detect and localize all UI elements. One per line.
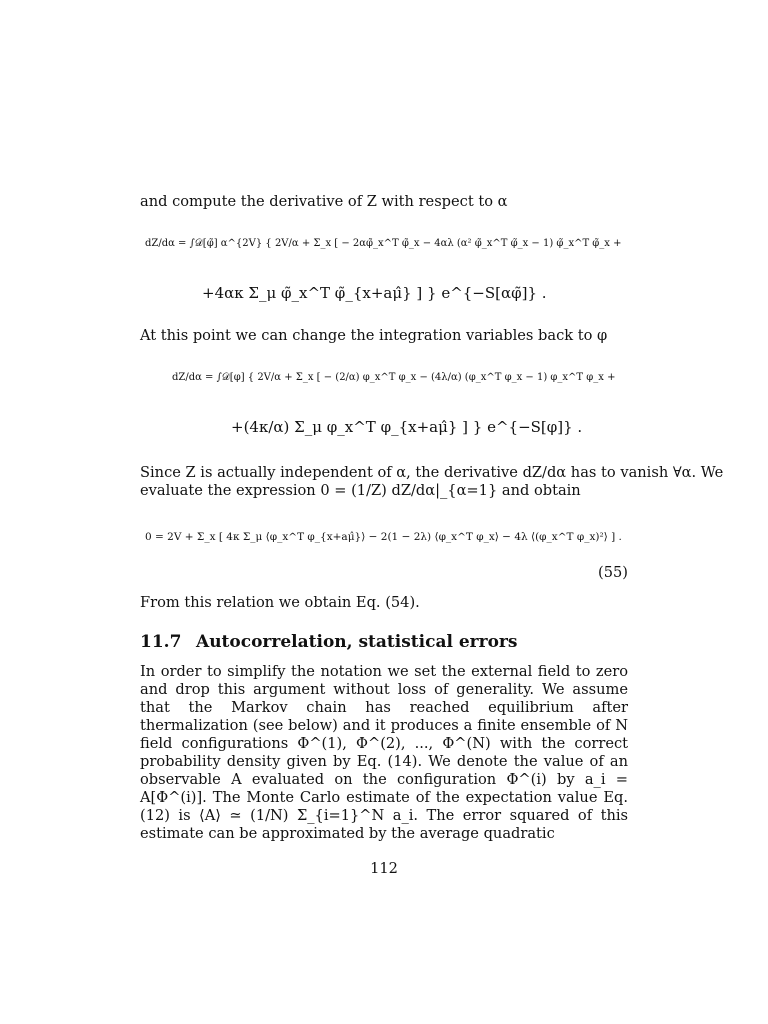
paragraph-autocorrelation: In order to simplify the notation we set the external field to zero and drop this argument without loss of generality. We assume that the Markov chain has reached equilibrium after thermalization (see below) and it produces a finite ensemble of N field configurations Φ^(1), Φ^(2), ..., Φ^(N) with the correct probability density given by Eq. (14). We denote the value of an observable A evaluated on the configuration Φ^(i) by a_i = A[Φ^(i)]. The Monte Carlo estimate of the expectation value Eq. (12) is ⟨A⟩ ≃ (1/N) Σ_{i=1}^N a_i. The error squared of this estimate can be approximated by the average quadratic [140, 663, 628, 842]
equation-2-line-2: +(4κ/α) Σ_μ φ_x^T φ_{x+aμ̂} ] } e^{−S[φ]} . [231, 418, 583, 436]
paragraph-change-variables: At this point we can change the integration variables back to φ [140, 327, 608, 344]
section-number: 11.7 [140, 632, 182, 652]
paragraph-since-line-1: Since Z is actually independent of α, the derivative dZ/dα has to vanish ∀α. We [140, 464, 724, 481]
paragraph-since-line-2: evaluate the expression 0 = (1/Z) dZ/dα|_{α=1} and obtain [140, 482, 581, 499]
section-heading [140, 632, 517, 652]
paragraph-relation: From this relation we obtain Eq. (54). [140, 594, 420, 611]
equation-2-line-1: dZ/dα = ∫𝒟[φ] { 2V/α + Σ_x [ − (2/α) φ_x^T φ_x − (4λ/α) (φ_x^T φ_x − 1) φ_x^T φ_x + [172, 372, 616, 383]
intro-line: and compute the derivative of Z with respect to α [140, 193, 508, 210]
equation-number-55: (55) [598, 564, 628, 581]
equation-1-line-2: +4ακ Σ_μ φ̃_x^T φ̃_{x+aμ̂} ] } e^{−S[αφ̃]} . [202, 284, 547, 302]
equation-1-line-1: dZ/dα = ∫𝒟[φ̃] α^{2V} { 2V/α + Σ_x [ − 2αφ̃_x^T φ̃_x − 4αλ (α² φ̃_x^T φ̃_x − 1) φ̃_x^T φ̃_x + [145, 238, 622, 249]
section-title: Autocorrelation, statistical errors [196, 632, 518, 652]
equation-55: 0 = 2V + Σ_x [ 4κ Σ_μ ⟨φ_x^T φ_{x+aμ̂}⟩ − 2(1 − 2λ) ⟨φ_x^T φ_x⟩ − 4λ ⟨(φ_x^T φ_x)²⟩ ] . [145, 531, 622, 543]
page-number: 112 [370, 860, 398, 877]
